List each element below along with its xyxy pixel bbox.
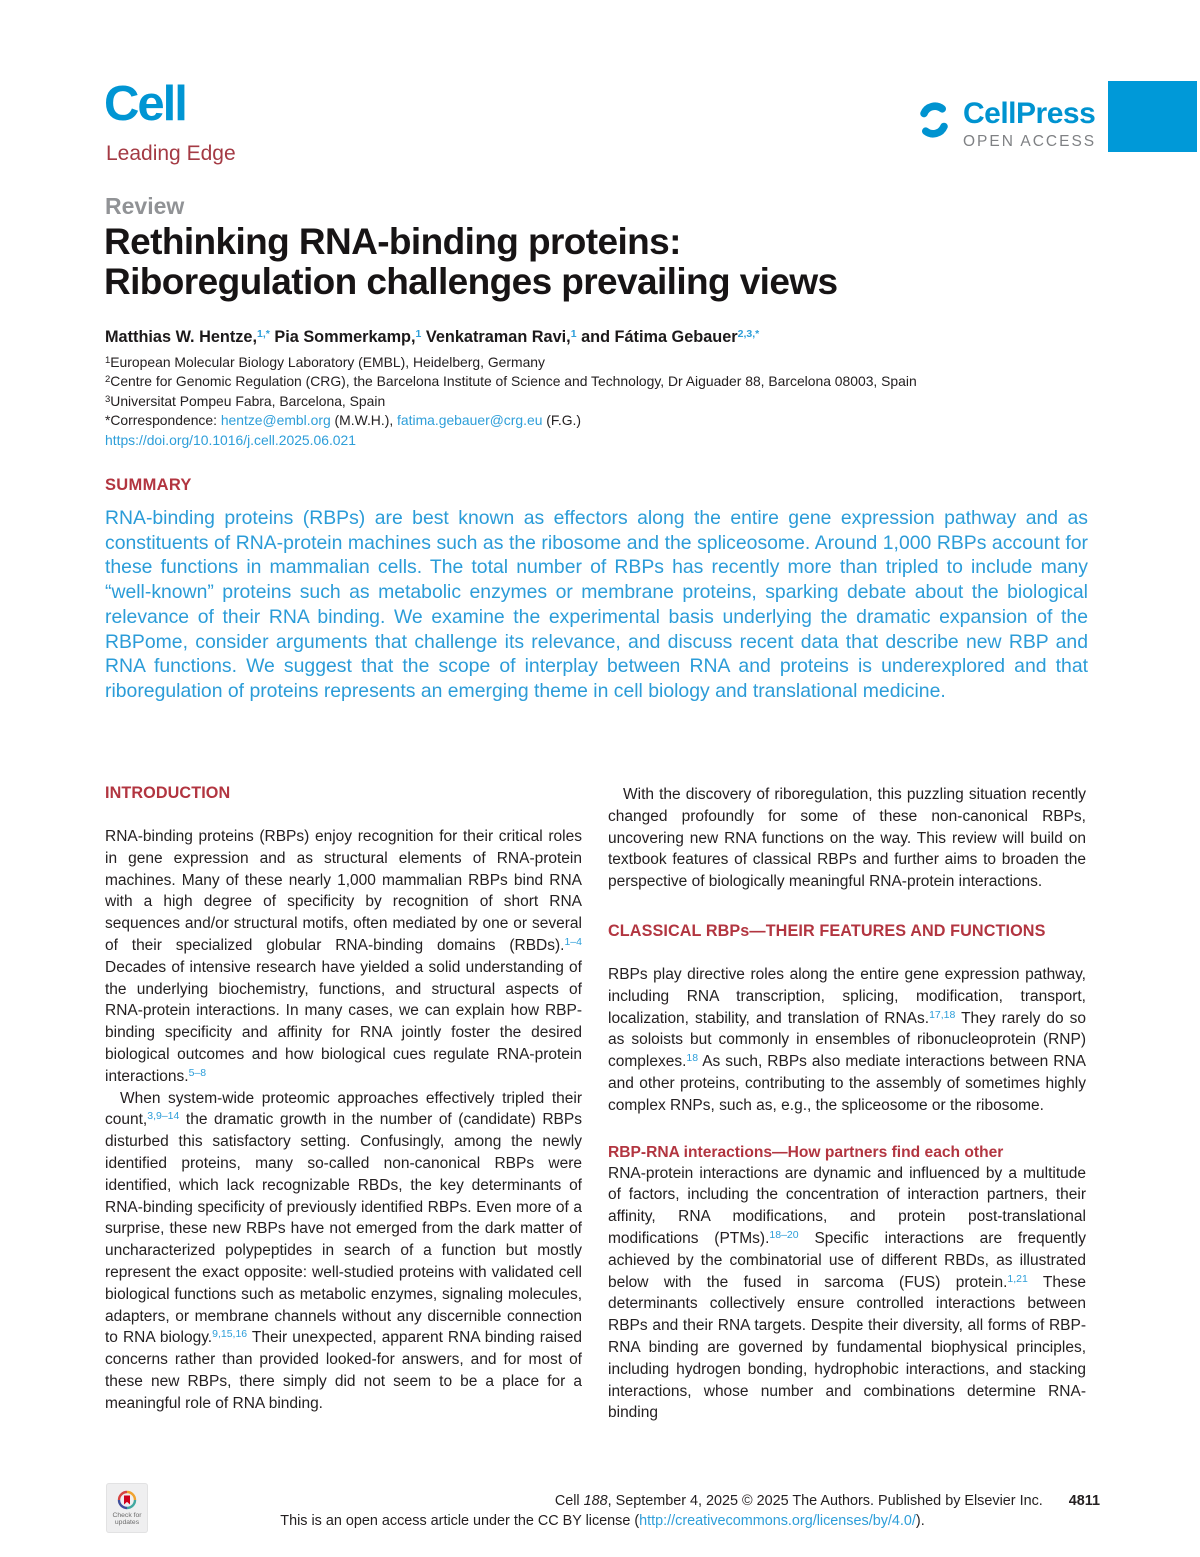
text-run: (F.G.): [542, 412, 581, 429]
section-heading: INTRODUCTION: [105, 784, 231, 802]
citation-ref[interactable]: 1,21: [1007, 1272, 1028, 1285]
citation-ref[interactable]: 18: [686, 1052, 699, 1065]
text-run: European Molecular Biology Laboratory (EMBL), Heidelberg, Germany: [110, 354, 545, 370]
body-paragraph: [608, 784, 1086, 893]
open-access-label: OPEN ACCESS: [963, 133, 1097, 150]
text-run: With the discovery of riboregulation, this puzzling situation recently changed profoundly for some of these non-canonical RBPs, uncovering new RNA functions on the way. This review will build on textbook features of classical RBPs and further aims to broaden the perspective of biologically meaningful RNA-protein interactions.: [608, 786, 1086, 891]
hyperlink[interactable]: hentze@embl.org: [220, 412, 331, 429]
brand-corner-square: [1108, 81, 1197, 152]
footer-license-line: [105, 1512, 1100, 1532]
text-run: *Correspondence:: [105, 412, 221, 429]
hyperlink[interactable]: http://creativecommons.org/licenses/by/4.0/: [639, 1512, 916, 1529]
text-run: Matthias W. Hentze,: [105, 328, 257, 346]
text-run: As such, RBPs also mediate interactions between RNA and other proteins, contributing to the assembly of sometimes highly complex RNPs, such as, e.g., the spliceosome or the ribosome.: [608, 1053, 1086, 1114]
citation-ref[interactable]: 1: [415, 328, 422, 340]
article-title-line1: Rethinking RNA-binding proteins:: [104, 221, 681, 262]
page-footer: [105, 1492, 1100, 1532]
affiliation-line: [105, 353, 1095, 372]
text-run: Their unexpected, apparent RNA binding raised concerns rather than provided looked-for answers, and for most of these new RBPs, there simply did not seem to be a place for a meaningful role of RNA binding.: [105, 1329, 583, 1412]
affiliations: [105, 353, 1095, 450]
publisher-name: CellPress: [963, 97, 1096, 130]
citation-ref[interactable]: 1: [570, 328, 577, 340]
text-run: Cell: [554, 1493, 584, 1509]
text-run: (M.W.H.),: [330, 412, 398, 429]
affiliation-marker: 3: [105, 393, 111, 405]
text-run: Pia Sommerkamp,: [269, 328, 416, 346]
publisher-logo: [914, 98, 1096, 151]
hyperlink[interactable]: https://doi.org/10.1016/j.cell.2025.06.021: [105, 431, 356, 448]
text-run: Decades of intensive research have yielded a solid understanding of the underlying biochemistry, functions, and structural aspects of RNA-protein interactions. In many cases, we can explain how RBP-binding specificity and affinity for RNA jointly foster the desired biological outcomes and how biological cues regulate RNA-protein interactions.: [105, 958, 582, 1085]
affiliation-marker: 1: [105, 355, 111, 366]
article-title: [104, 222, 1004, 302]
cellpress-swirl-icon: [914, 100, 954, 140]
citation-ref[interactable]: 1–4: [564, 935, 582, 948]
text-run: This is an open access article under the CC BY license (: [280, 1512, 640, 1529]
text-run: , September 4, 2025 © 2025 The Authors. Published by Elsevier Inc.: [607, 1493, 1043, 1509]
section-heading: CLASSICAL RBPs—THEIR FEATURES AND FUNCTIONS: [608, 921, 1046, 940]
page-number: 4811: [1068, 1493, 1100, 1509]
body-paragraph: [105, 826, 582, 1088]
affiliation-marker: 2: [105, 374, 111, 386]
check-for-updates-label: Check for updates: [112, 1511, 142, 1526]
text-run: These determinants collectively ensure controlled interactions between RBPs and their RNA targets. Despite their diversity, all forms of RBP-RNA binding are governed by fundamental biophysical principles, including hydrogen bonding, hydrophobic interactions, and stacking interactions, whose number and combinations determine RNA-binding: [608, 1273, 1086, 1422]
citation-ref[interactable]: 2,3,*: [737, 328, 760, 340]
text-run: Specific interactions are frequently achieved by the combinatorial use of different RBDs, as illustrated below with the fused in sarcoma (FUS) protein.: [608, 1229, 1086, 1291]
right-column: [608, 784, 1086, 1424]
left-column: [105, 784, 582, 1415]
affiliation-line: [105, 392, 1095, 411]
journal-edition-label: Leading Edge: [106, 142, 236, 165]
text-run: They rarely do so as soloists but commonly in ensembles of ribonucleoprotein (RNP) complexes.: [608, 1009, 1086, 1071]
journal-logo: Cell: [104, 77, 186, 131]
affiliation-line: [105, 372, 1095, 391]
footer-citation: [555, 1493, 1043, 1509]
summary-heading: SUMMARY: [105, 476, 192, 494]
text-run: When system-wide proteomic approaches effectively tripled their count,: [105, 1089, 582, 1129]
text-run: RNA-protein interactions are dynamic and influenced by a multitude of factors, including the concentration of interaction partners, their affinity, RNA modifications, and protein post-translational modifications (PTMs).: [608, 1164, 1086, 1247]
text-run: RNA-binding proteins (RBPs) enjoy recognition for their critical roles in gene expression and as structural elements of RNA-protein machines. Many of these nearly 1,000 mammalian RBPs bind RNA with a high degree of specificity by recognition of short RNA sequences and/or structural motifs, often mediated by one or several of their specialized globular RNA-binding domains (RBDs).: [105, 828, 582, 954]
body-paragraph: [105, 1088, 582, 1415]
text-run: RBPs play directive roles along the entire gene expression pathway, including RNA transcription, splicing, modification, transport, localization, stability, and translation of RNAs.: [608, 965, 1086, 1027]
body-paragraph: [608, 964, 1086, 1117]
footer-citation-line: [105, 1492, 1100, 1512]
text-run: Universitat Pompeu Fabra, Barcelona, Spain: [110, 392, 386, 409]
text-run: Venkatraman Ravi,: [421, 328, 571, 346]
text-run: Centre for Genomic Regulation (CRG), the Barcelona Institute of Science and Technology, Dr Aiguader 88, Barcelona 08003, Spain: [110, 373, 917, 390]
summary-text: RNA-binding proteins (RBPs) are best known as effectors along the entire gene expression pathway and as constituents of RNA-protein machines such as the ribosome and the spliceosome. Around 1,000 RBPs account for these functions in mammalian cells. The total number of RBPs has recently more than tripled to include many “well-known” proteins such as metabolic enzymes or membrane proteins, sparking debate about the biological relevance of their RNA binding. We examine the experimental basis underlying the dramatic expansion of the RBPome, consider arguments that challenge its relevance, and discuss recent data that describe new RBP and RNA functions. We suggest that the scope of interplay between RNA and proteins is underexplored and that riboregulation of proteins represents an emerging theme in cell biology and translational medicine.: [105, 507, 1088, 702]
citation-ref[interactable]: 18–20: [769, 1228, 799, 1241]
subsection-heading: RBP-RNA interactions—How partners find each other: [608, 1143, 1004, 1161]
body-paragraph: [608, 1163, 1086, 1425]
citation-ref[interactable]: 1,*: [256, 328, 270, 340]
text-run: ).: [915, 1512, 925, 1529]
hyperlink[interactable]: fatima.gebauer@crg.eu: [397, 412, 543, 429]
author-line: [105, 328, 1085, 347]
citation-ref[interactable]: 5–8: [188, 1066, 207, 1079]
citation-ref[interactable]: 9,15,16: [212, 1328, 248, 1341]
italic-text: 188: [583, 1493, 608, 1509]
text-run: the dramatic growth in the number of (candidate) RBPs disturbed this satisfactory setting. Confusingly, among the newly identified proteins, many so-called non-canonical RBPs were identified, which lack recognizable RBDs, the key determinants of RNA-binding specificity of previously identified RBPs. Even more of a surprise, these new RBPs have not emerged from the dark matter of uncharacterized polypeptides in search of a function but mostly represent the exact opposite: well-studied proteins with validated cell biological functions such as metabolic enzymes, signaling molecules, adapters, or membrane channels without any discernible connection to RNA biology.: [105, 1111, 582, 1347]
correspondence-line: [105, 411, 1095, 430]
article-kicker: Review: [105, 193, 185, 219]
citation-ref[interactable]: 17,18: [929, 1008, 956, 1021]
doi-line: [105, 431, 1095, 450]
text-run: and Fátima Gebauer: [576, 328, 738, 346]
citation-ref[interactable]: 3,9–14: [147, 1110, 180, 1123]
article-title-line2: Riboregulation challenges prevailing views: [104, 261, 838, 302]
